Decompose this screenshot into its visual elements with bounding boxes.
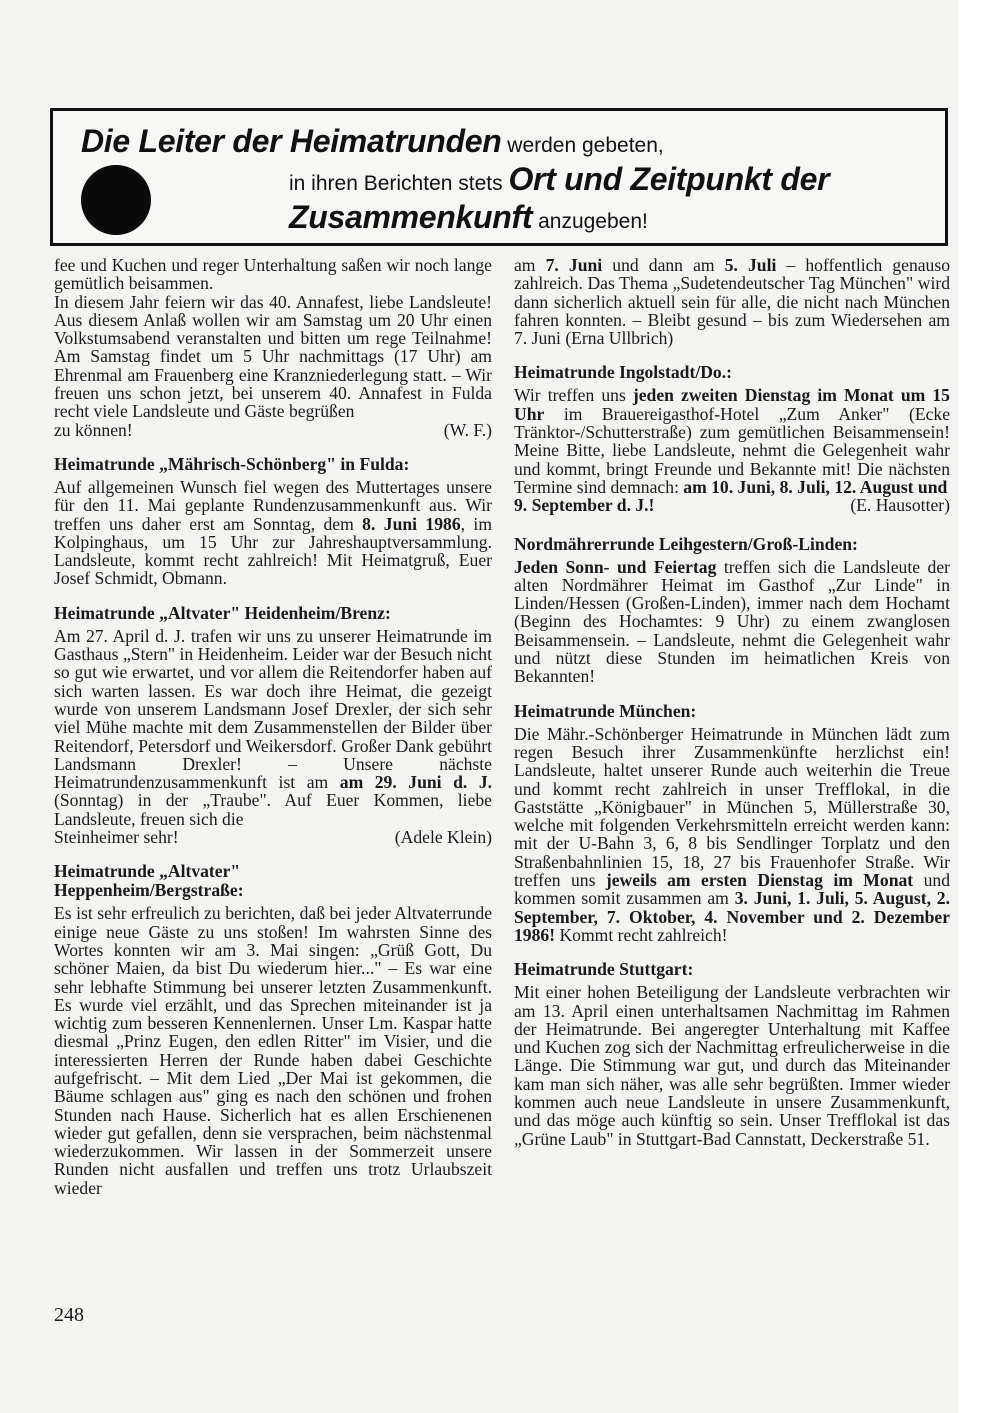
paragraph: Mit einer hohen Beteiligung der Landsleute verbrachten wir am 13. April einen unterhaltsamen Nachmittag im Rahmen der Heimatrunde. Bei angeregter Unterhaltung mit Kaffee und Kuchen zog sich der Nachmittag erfreulicherweise in die Länge. Die Stimmung war gut, und durch das Miteinander kam man sich näher, was alle sehr begrüßten. Immer wieder kommen auch neue Landsleute in unsere Zusammenkunft, und das möge auch künftig so sein. Unser Trefflokal ist das „Grüne Laub" in Stuttgart-Bad Cannstatt, Deckerstraße 51. bbox=[514, 982, 950, 1149]
section-heading: Heimatrunde Ingolstadt/Do.: bbox=[514, 362, 732, 383]
left-column bbox=[54, 256, 492, 1197]
text-run: – hoffentlich genauso zahlreich. Das Thema „Sudetendeutscher Tag München" wird dann sicherlich aktuell sein für alle, die nicht nach München fahren konnten. – Bleibt gesund – bis zum Wiedersehen am 7. Juni (Erna Ullbrich) bbox=[514, 255, 950, 349]
text-run: und kommen somit zusammen am bbox=[514, 870, 950, 909]
paragraph: Es ist sehr erfreulich zu berichten, daß bei jeder Altvaterrunde einige neue Gäste zu uns stoßen! Im wahrsten Sinne des Wortes konnten wir am 3. Mai singen: „Grüß Gott, Du schöner Maien, da bist Du wiederum hier..." – Es war eine sehr lebhafte Stimmung bei unserer letzten Zusammenkunft. Es wurde viel erzählt, und das Sprechen miteinander ist ja wichtig zum besseren Kennenlernen. Unser Lm. Kaspar hatte diesmal „Prinz Eugen, den edlen Ritter" im Visier, und die interessierten Herren der Runde haben dabei Geschichte aufgefrischt. – Mit dem Lied „Der Mai ist gekommen, die Bäume schlagen aus" ging es nach den schönen und frohen Stunden nach Hause. Sicherlich hat es allen Erschienenen wieder gut gefallen, denn sie versprachen, beim nächstenmal wiederzukommen. Wir lassen in der Sommerzeit unsere Runden nicht ausfallen und treffen uns trotz Urlaubszeit wieder bbox=[54, 903, 492, 1198]
text-run: Auf allgemeinen Wunsch fiel wegen des Muttertages unsere für den 11. Mai geplante Rundenzusammenkunft aus. Wir treffen uns daher erst am Sonntag, dem bbox=[54, 476, 492, 534]
bold-date: 5. Juli bbox=[724, 255, 777, 275]
signature-line bbox=[54, 828, 492, 846]
section-heading: Heimatrunde „Mährisch-Schönberg" in Fulda: bbox=[54, 453, 410, 474]
paragraph bbox=[514, 256, 950, 347]
bullet-dot-icon bbox=[81, 165, 151, 235]
banner-regular-text: in ihren Berichten stets bbox=[289, 172, 509, 195]
banner-line-3 bbox=[289, 199, 648, 236]
text-run: und dann am bbox=[602, 255, 725, 275]
paragraph bbox=[514, 725, 950, 945]
section-heading: Heimatrunde „Altvater" Heidenheim/Brenz: bbox=[54, 602, 391, 623]
banner-bold-text: Ort und Zeitpunkt der bbox=[508, 161, 830, 197]
bold-date: am 29. Juni d. J. bbox=[339, 772, 493, 793]
section-heading: Nordmährerrunde Leihgestern/Groß-Linden: bbox=[514, 533, 858, 554]
banner-regular-text: werden gebeten, bbox=[501, 134, 664, 157]
bold-date: am 10. Juni, 8. Juli, 12. August und bbox=[683, 476, 948, 497]
bold-text: jeden zweiten Dienstag im Monat um 15 Uhr bbox=[514, 385, 950, 424]
text-run: Am 27. April d. J. trafen wir uns zu unserer Heimatrunde im Gasthaus „Stern" in Heidenheim. Leider war der Besuch nicht so gut wie erwartet, und vor allem die Reitendorfer haben auf sich warten lassen. Es war doch ihre Heimat, die gezeigt wurde von unserem Landsmann Josef Drexler, der sich sehr viel Mühe machte mit dem Zusammenstellen der Bilder über Reitendorf, Petersdorf und Weikersdorf. Großer Dank gebührt Landsmann Drexler! – Unsere nächste Heimatrundenzusammenkunft ist am bbox=[54, 625, 492, 793]
text-run: am bbox=[514, 255, 546, 275]
paragraph bbox=[514, 558, 950, 686]
author-signature: (W. F.) bbox=[443, 419, 492, 440]
text-run: , im Kolpinghaus, um 15 Uhr zur Jahreshauptversammlung. Landsleute, kommt recht zahlreich! Mit Heimatgruß, Euer Josef Schmidt, Obmann. bbox=[54, 513, 493, 589]
bold-date: 7. Juni bbox=[545, 255, 603, 275]
author-signature: (Adele Klein) bbox=[394, 827, 492, 848]
signature-line bbox=[514, 496, 950, 514]
section-heading: Heimatrunde Stuttgart: bbox=[514, 959, 694, 980]
bold-date: 8. Juni 1986 bbox=[362, 513, 461, 534]
text-run: im Brauereigasthof-Hotel „Zum Anker" (Ecke Tränktor-/Schutterstraße) zum gemütlichen Beisammensein! Meine Bitte, liebe Landsleute, nehmt die Gelegenheit wahr und kommt, bringt Freunde und Bekannte mit! Die nächsten Termine sind demnach: bbox=[514, 403, 950, 497]
notice-banner bbox=[50, 108, 948, 246]
banner-bold-text: Zusammenkunft bbox=[289, 199, 533, 235]
paragraph bbox=[54, 478, 492, 588]
text-run: Die Mähr.-Schönberger Heimatrunde in München lädt zum regen Besuch ihrer Zusammenkünfte herzlichst ein! Landsleute, haltet unserer Runde auch weiterhin die Treue und kommt recht zahlreich in unser Trefflokal, in die Gaststätte „Königbauer" in München 5, Müllerstraße 30, welche mit folgenden Verkehrsmitteln erreicht werden kann: mit der U-Bahn 3, 6, 8 bis Sendlinger Torplatz und den Straßenbahnlinien 15, 18, 27 bis Frauenhofer Straße. Wir treffen uns bbox=[514, 723, 950, 891]
section-heading bbox=[54, 862, 492, 900]
text-run: treffen sich die Landsleute der alten Nordmährer Heimat im Gasthof „Zur Linde" in Linden/Hessen (Großen-Linden), immer nach dem Hochamt (Beginn des Hochamtes: 9 Uhr) zu einem zwanglosen Beisammensein. – Landsleute, nehmt die Gelegenheit wahr und nützt diese Stunden im heimatlichen Kreis von Bekannten! bbox=[514, 556, 951, 687]
paragraph-end: zu können! bbox=[54, 419, 133, 440]
banner-bold-text: Die Leiter der Heimatrunden bbox=[81, 123, 502, 159]
paragraph bbox=[54, 627, 492, 828]
paragraph: fee und Kuchen und reger Unterhaltung saßen wir noch lange gemütlich beisammen. bbox=[54, 255, 492, 294]
banner-line-2 bbox=[289, 161, 829, 198]
author-signature: (E. Hausotter) bbox=[850, 495, 950, 516]
paragraph bbox=[514, 386, 950, 496]
paragraph-end: Steinheimer sehr! bbox=[54, 827, 179, 848]
signature-line bbox=[54, 421, 492, 439]
text-run: Wir treffen uns bbox=[514, 385, 633, 406]
section-heading: Heimatrunde München: bbox=[514, 700, 697, 721]
paragraph: In diesem Jahr feiern wir das 40. Annafest, liebe Landsleute! Aus diesem Anlaß wollen wir am Samstag um 20 Uhr einen Volkstumsabend veranstalten und bitten um rege Teilnahme! Am Samstag findet um 5 Uhr nachmittags (17 Uhr) am Ehrenmal am Frauenberg eine Kranzniederlegung statt. – Wir freuen uns schon jetzt, bei unserem 40. Annafest in Fulda recht viele Landsleute und Gäste begrüßen bbox=[54, 291, 492, 422]
heading-line: Heppenheim/Bergstraße: bbox=[54, 880, 244, 901]
bold-text: jeweils am ersten Dienstag im Monat bbox=[605, 870, 914, 891]
banner-line-1 bbox=[81, 123, 664, 160]
text-run: (Sonntag) in der „Traube". Auf Euer Kommen, liebe Landsleute, freuen sich die bbox=[54, 790, 492, 829]
page-number: 248 bbox=[54, 1304, 84, 1326]
text-run: Kommt recht zahlreich! bbox=[555, 924, 728, 945]
bold-text: Jeden Sonn- und Feiertag bbox=[514, 556, 717, 577]
paragraph-end: 9. September d. J.! bbox=[514, 495, 655, 516]
bold-date: 3. Juni, 1. Juli, 5. August, 2. September, 7. Oktober, 4. November und 2. Dezember 1986! bbox=[514, 888, 950, 945]
heading-line: Heimatrunde „Altvater" bbox=[54, 861, 241, 882]
right-column bbox=[514, 256, 950, 1148]
banner-regular-text: anzugeben! bbox=[532, 210, 648, 233]
page-edge bbox=[958, 0, 1000, 1413]
